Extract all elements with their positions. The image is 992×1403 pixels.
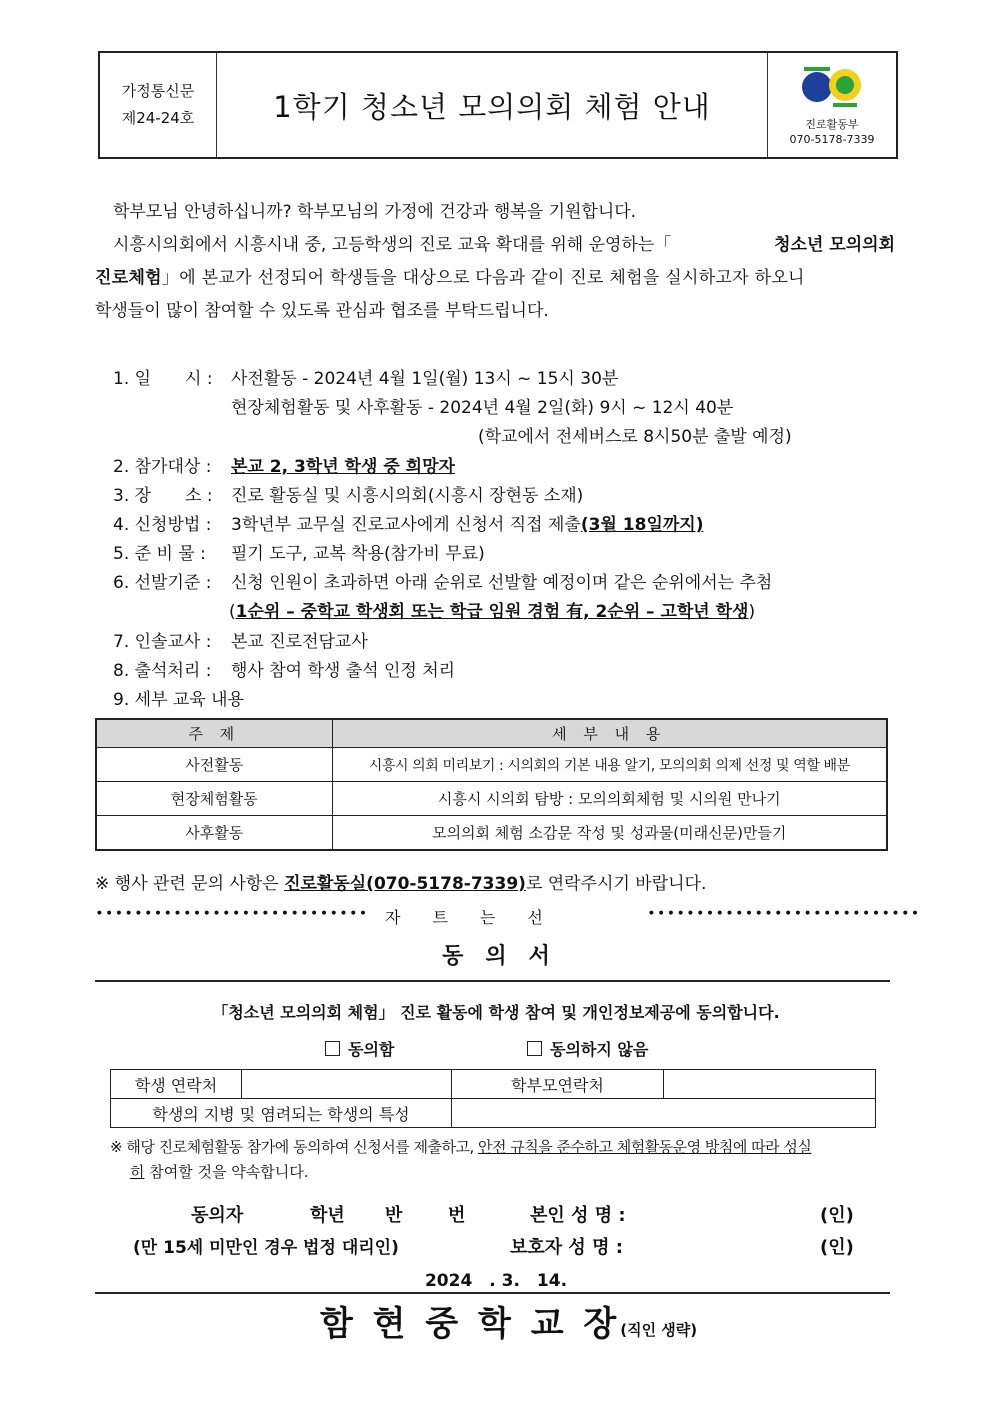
table-cell-topic: 사후활동: [96, 816, 332, 851]
item-6-open: (: [229, 602, 236, 622]
guardian-note: (만 15세 미만인 경우 법정 대리인): [133, 1238, 399, 1258]
disagree-checkbox[interactable]: [527, 1041, 542, 1056]
item-6-label: 6. 선발기준 :: [113, 573, 212, 593]
table-row: [111, 1099, 876, 1128]
grade-label: 학년: [310, 1205, 345, 1226]
note-a: ※ 해당 진로체험활동 참가에 동의하여 신청서를 제출하고,: [110, 1138, 478, 1156]
intro-program-name: 청소년 모의의회: [774, 235, 895, 255]
table-row: [111, 1070, 876, 1099]
guardian-name-label: 보호자 성 명 :: [510, 1237, 623, 1258]
doc-type: 가정통신문: [121, 82, 195, 100]
item-4-label: 4. 신청방법 :: [113, 515, 212, 535]
divider: [95, 1292, 890, 1294]
table-row: [96, 816, 887, 851]
intro-p2-d: 」에 본교가 선정되어 학생들을 대상으로 다음과 같이 진로 체험을 실시하고자 하오니: [161, 268, 805, 288]
table-header-row: [96, 719, 887, 748]
consent-statement: 「청소년 모의의회 체험」 진로 활동에 학생 참여 및 개인정보제공에 동의합니다.: [212, 1003, 780, 1022]
item-8-value: 행사 참여 학생 출석 인정 처리: [231, 661, 456, 681]
item-1-value-2: 현장체험활동 및 사후활동 - 2024년 4월 2일(화) 9시 ~ 12시 40분: [231, 398, 734, 418]
table-header-content: 세 부 내 용: [332, 719, 887, 748]
divider: [95, 980, 890, 982]
seal-omitted-note: (직인 생략): [620, 1321, 698, 1339]
table-cell-content: 시흥시 시의회 탐방 : 모의의회체험 및 시의원 만나기: [332, 782, 887, 816]
notice-post: 로 연락주시기 바랍니다.: [525, 874, 707, 894]
item-2-value: 본교 2, 3학년 학생 중 희망자: [231, 457, 455, 477]
note-b: 참여할 것을 약속합니다.: [144, 1163, 309, 1181]
table-cell-topic: 현장체험활동: [96, 782, 332, 816]
principal-signature: [320, 1296, 697, 1345]
agree-label: 동의함: [348, 1040, 395, 1059]
table-cell-content: 시흥시 의회 미리보기 : 시의회의 기본 내용 알기, 모의의회 의제 선정 및 역할 배분: [332, 748, 887, 782]
item-4-deadline: (3월 18일까지): [580, 515, 704, 535]
parent-contact-field[interactable]: [664, 1070, 876, 1099]
item-7-value: 본교 진로전담교사: [231, 632, 368, 652]
consent-title: 동 의 서: [442, 944, 550, 969]
class-label: 반: [385, 1205, 403, 1226]
agree-checkbox[interactable]: [325, 1041, 340, 1056]
item-3-value: 진로 활동실 및 시흥시의회(시흥시 장현동 소재): [231, 486, 584, 506]
notice-contact: 진로활동실(070-5178-7339): [284, 874, 526, 894]
self-name-label: 본인 성 명 :: [530, 1205, 626, 1226]
doc-info: [100, 53, 217, 157]
table-header-topic: 주 제: [96, 719, 332, 748]
principal-title: 함 현 중 학 교 장: [320, 1304, 621, 1344]
intro-p2-a: 시흥시의회에서 시흥시내 중, 고등학생의 진로 교육 확대를 위해 운영하는「: [113, 235, 672, 255]
number-label: 번: [448, 1205, 466, 1226]
disagree-label: 동의하지 않음: [550, 1040, 649, 1059]
item-2-label: 2. 참가대상 :: [113, 457, 212, 477]
item-3-label: 3. 장 소 :: [113, 486, 213, 506]
school-logo: [800, 63, 864, 109]
notice-pre: ※ 행사 관련 문의 사항은: [95, 874, 285, 894]
item-9-label: 9. 세부 교육 내용: [113, 690, 244, 710]
intro-program-name-2: 진로체험: [95, 268, 162, 288]
seal-mark: (인): [820, 1205, 854, 1226]
dept-info: [768, 53, 896, 157]
student-contact-label: 학생 연락처: [111, 1070, 242, 1099]
contact-notice: [95, 869, 706, 894]
cut-label: 자 트 는 선: [385, 908, 543, 927]
item-4-value: [231, 510, 704, 535]
dept-name: 진로활동부: [805, 118, 859, 131]
intro-paragraph: [95, 229, 895, 328]
item-5-value: 필기 도구, 교복 착용(참가비 무료): [231, 544, 485, 564]
parent-contact-label: 학부모연락처: [452, 1070, 664, 1099]
note-underline-1: 안전 규칙을 준수하고 체험활동운영 방침에 따라 성실: [478, 1138, 812, 1156]
cut-dots-left: ∙∙∙∙∙∙∙∙∙∙∙∙∙∙∙∙∙∙∙∙∙∙∙∙∙∙∙∙: [95, 905, 369, 921]
table-row: [96, 748, 887, 782]
health-label: 학생의 지병 및 염려되는 학생의 특성: [111, 1099, 452, 1128]
signer-label: 동의자: [191, 1205, 244, 1226]
student-contact-field[interactable]: [242, 1070, 452, 1099]
contact-table: [110, 1069, 876, 1128]
agree-option[interactable]: [325, 1037, 394, 1060]
cut-dots-right: ∙∙∙∙∙∙∙∙∙∙∙∙∙∙∙∙∙∙∙∙∙∙∙∙∙∙∙∙: [647, 905, 921, 921]
disagree-option[interactable]: [527, 1037, 648, 1060]
item-5-label: 5. 준 비 물 :: [113, 544, 206, 564]
dept-phone: 070-5178-7339: [789, 133, 875, 146]
intro-greeting: 학부모님 안녕하십니까? 학부모님의 가정에 건강과 행복을 기원합니다.: [113, 202, 637, 222]
item-4-text: 3학년부 교무실 진로교사에게 신청서 직접 제출: [231, 515, 581, 535]
item-7-label: 7. 인솔교사 :: [113, 632, 212, 652]
table-cell-content: 모의의회 체험 소감문 작성 및 성과물(미래신문)만들기: [332, 816, 887, 851]
item-1-value-1: 사전활동 - 2024년 4월 1일(월) 13시 ~ 15시 30분: [231, 369, 619, 389]
page-title: [217, 53, 768, 157]
guardian-seal-mark: (인): [820, 1237, 854, 1258]
item-6-ranks: 1순위 – 중학교 학생회 또는 학급 임원 경험 有, 2순위 – 고학년 학생: [235, 602, 749, 622]
table-row: [96, 782, 887, 816]
item-6-value: 신청 인원이 초과하면 아래 순위로 선발할 예정이며 같은 순위에서는 추첨: [231, 573, 773, 593]
header-box: [98, 51, 898, 159]
item-1-label: 1. 일 시 :: [113, 369, 213, 389]
consent-note: [110, 1135, 890, 1185]
page-title-text: 1학기 청소년 모의의회 체험 안내: [273, 89, 711, 124]
intro-p2-e: 학생들이 많이 참여할 수 있도록 관심과 협조를 부탁드립니다.: [95, 301, 549, 321]
item-8-label: 8. 출석처리 :: [113, 661, 212, 681]
item-6-criteria: [229, 597, 755, 622]
education-table: [95, 718, 888, 851]
consent-date: 2024 . 3. 14.: [424, 1271, 568, 1291]
health-field[interactable]: [452, 1099, 876, 1128]
item-1-value-3: (학교에서 전세버스로 8시50분 출발 예정): [478, 427, 792, 447]
note-underline-2: 히: [130, 1163, 145, 1181]
item-6-close: ): [748, 602, 756, 622]
table-cell-topic: 사전활동: [96, 748, 332, 782]
doc-number: 제24-24호: [121, 109, 195, 127]
